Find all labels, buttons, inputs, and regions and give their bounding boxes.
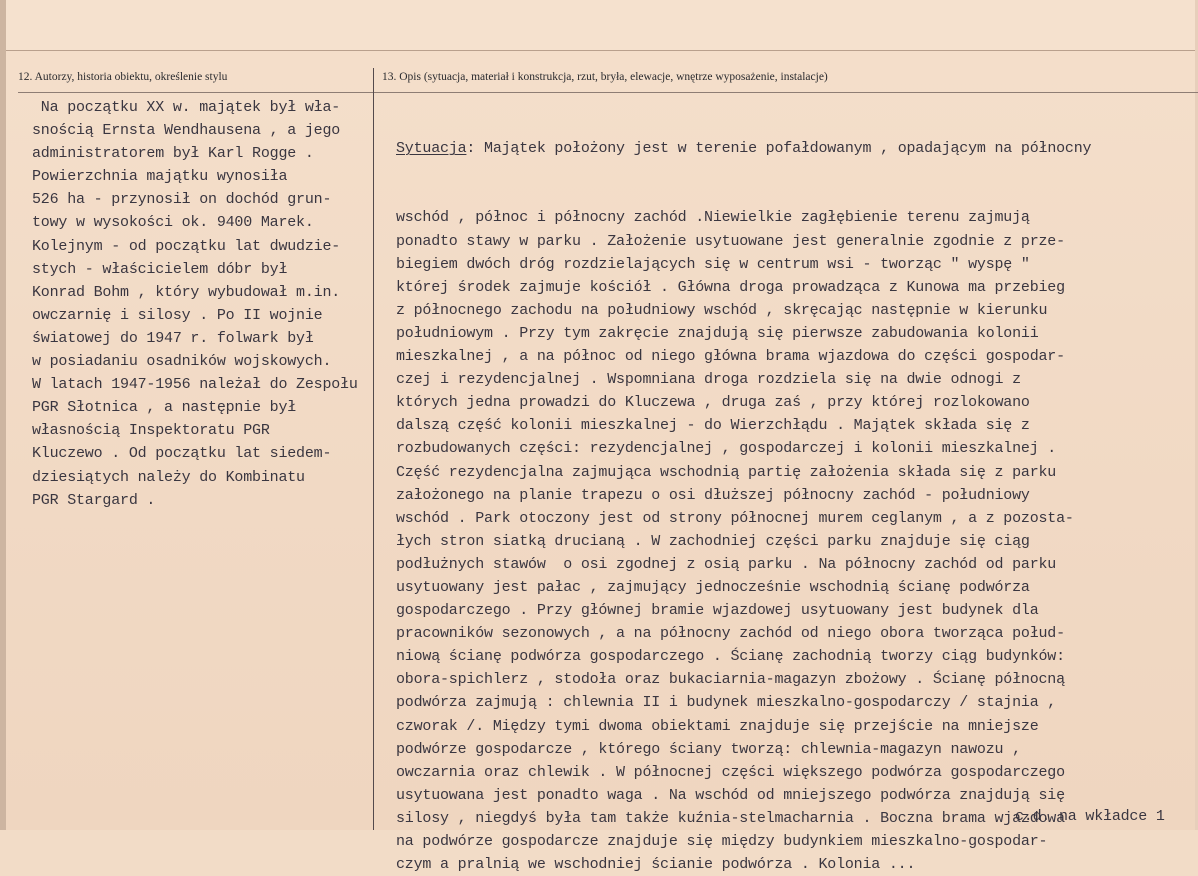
section-13-heading: 13. Opis (sytuacja, materiał i konstrukcja, rzut, bryła, elewacje, wnętrze wyposażenie, instalacje) (382, 71, 828, 83)
text-line: wschód , północ i północny zachód .Niewielkie zagłębienie terenu zajmują (396, 209, 1030, 227)
text-line: której środek zajmuje kościół . Główna droga prowadząca z Kunowa ma przebieg (396, 278, 1065, 296)
text-line: Powierzchnia majątku wynosiła (32, 168, 288, 186)
card-top-margin (0, 0, 1198, 51)
text-line: własnością Inspektoratu PGR (32, 422, 270, 440)
continuation-note: c.d. na wkładce 1 (1015, 808, 1165, 825)
text-line: towy w wysokości ok. 9400 Marek. (32, 214, 314, 232)
text-line: wschód . Park otoczony jest od strony północnej murem ceglanym , a z pozosta- (396, 509, 1074, 527)
text-line: podwórze gospodarcze , którego ściany tworzą: chlewnia-magazyn nawozu , (396, 740, 1021, 758)
description-first-line-rest: : Majątek położony jest w terenie pofałdowanym , opadającym na północny (466, 140, 1092, 158)
text-line: usytuowana jest ponadto waga . Na wschód od mniejszego podwórza znajdują się (396, 786, 1065, 804)
text-line: z północnego zachodu na południowy wschód , skręcając następnie w kierunku (396, 301, 1048, 319)
text-line: czej i rezydencjalnej . Wspomniana droga rozdziela się na dwie odnogi z (396, 371, 1021, 389)
card-left-edge (0, 0, 6, 830)
text-line: PGR Słotnica , a następnie był (32, 399, 297, 417)
text-line: PGR Stargard . (32, 491, 156, 509)
column-divider (373, 68, 374, 830)
text-line: dalszą część kolonii mieszkalnej - do Wierzchłądu . Majątek składa się z (396, 417, 1030, 435)
text-line: gospodarczego . Przy głównej bramie wjazdowej usytuowany jest budynek dla (396, 602, 1039, 620)
text-line: W latach 1947-1956 należał do Zespołu (32, 376, 358, 394)
text-line: czym a pralnią we wschodniej ścianie podwórza . Kolonia ... (396, 856, 916, 874)
text-line: czworak /. Między tymi dwoma obiektami znajduje się przejście na mniejsze (396, 717, 1039, 735)
description-text (396, 91, 1091, 876)
text-line: administratorem był Karl Rogge . (32, 145, 314, 163)
text-line: światowej do 1947 r. folwark był (32, 329, 314, 347)
text-line: dziesiątych należy do Kombinatu (32, 468, 305, 486)
situation-label: Sytuacja (396, 140, 467, 158)
text-line: Kluczewo . Od początku lat siedem- (32, 445, 332, 463)
text-line: których jedna prowadzi do Kluczewa , druga zaś , przy której rozlokowano (396, 394, 1030, 412)
text-line: Część rezydencjalna zajmująca wschodnią partię założenia składa się z parku (396, 463, 1057, 481)
text-line: podwórza zajmują : chlewnia II i budynek mieszkalno-gospodarczy / stajnia , (396, 694, 1057, 712)
text-line: Konrad Bohm , który wybudował m.in. (32, 283, 341, 301)
text-line: południowym . Przy tym zakręcie znajdują się pierwsze zabudowania kolonii (396, 324, 1039, 342)
text-line: 526 ha - przynosił on dochód grun- (32, 191, 332, 209)
text-line: mieszkalnej , a na północ od niego główna brama wjazdowa do części gospodar- (396, 348, 1065, 366)
text-line: założonego na planie trapezu o osi dłuższej północny zachód - południowy (396, 486, 1030, 504)
text-line: biegiem dwóch dróg rozdzielających się w centrum wsi - tworząc " wyspę " (396, 255, 1030, 273)
text-line: rozbudowanych części: rezydencjalnej , gospodarczej i kolonii mieszkalnej . (396, 440, 1057, 458)
text-line: niową ścianę podwórza gospodarczego . Ścianę zachodnią tworzy ciąg budynków: (396, 648, 1065, 666)
text-line: obora-spichlerz , stodoła oraz bukaciarnia-magazyn zbożowy . Ścianę północną (396, 671, 1065, 689)
history-text (32, 96, 358, 512)
text-line: stych - właścicielem dóbr był (32, 260, 288, 278)
text-line: w posiadaniu osadników wojskowych. (32, 353, 332, 371)
text-line: podłużnych stawów o osi zgodnej z osią parku . Na północny zachód od parku (396, 555, 1057, 573)
text-line: usytuowany jest pałac , zajmujący jednocześnie wschodnią ścianę podwórza (396, 578, 1030, 596)
text-line: owczarnia oraz chlewik . W północnej części większego podwórza gospodarczego (396, 763, 1065, 781)
text-line: ponadto stawy w parku . Założenie usytuowane jest generalnie zgodnie z prze- (396, 232, 1065, 250)
description-first-line (396, 137, 1091, 160)
text-line: Na początku XX w. majątek był wła- (32, 99, 341, 116)
text-line: na podwórze gospodarcze znajduje się między budynkiem mieszkalno-gospodar- (396, 833, 1048, 850)
text-line: Kolejnym - od początku lat dwudzie- (32, 237, 341, 255)
text-line: łych stron siatką drucianą . W zachodniej części parku znajduje się ciąg (396, 532, 1030, 550)
section-12-heading: 12. Autorzy, historia obiektu, określenie stylu (18, 71, 228, 83)
text-line: pracowników sezonowych , a na północny zachód od niego obora tworząca połud- (396, 625, 1065, 643)
text-line: snością Ernsta Wendhausena , a jego (32, 122, 341, 140)
text-line: silosy , niegdyś była tam także kuźnia-stelmacharnia . Boczna brama wjazdowa (396, 809, 1065, 827)
text-line: owczarnię i silosy . Po II wojnie (32, 306, 323, 324)
